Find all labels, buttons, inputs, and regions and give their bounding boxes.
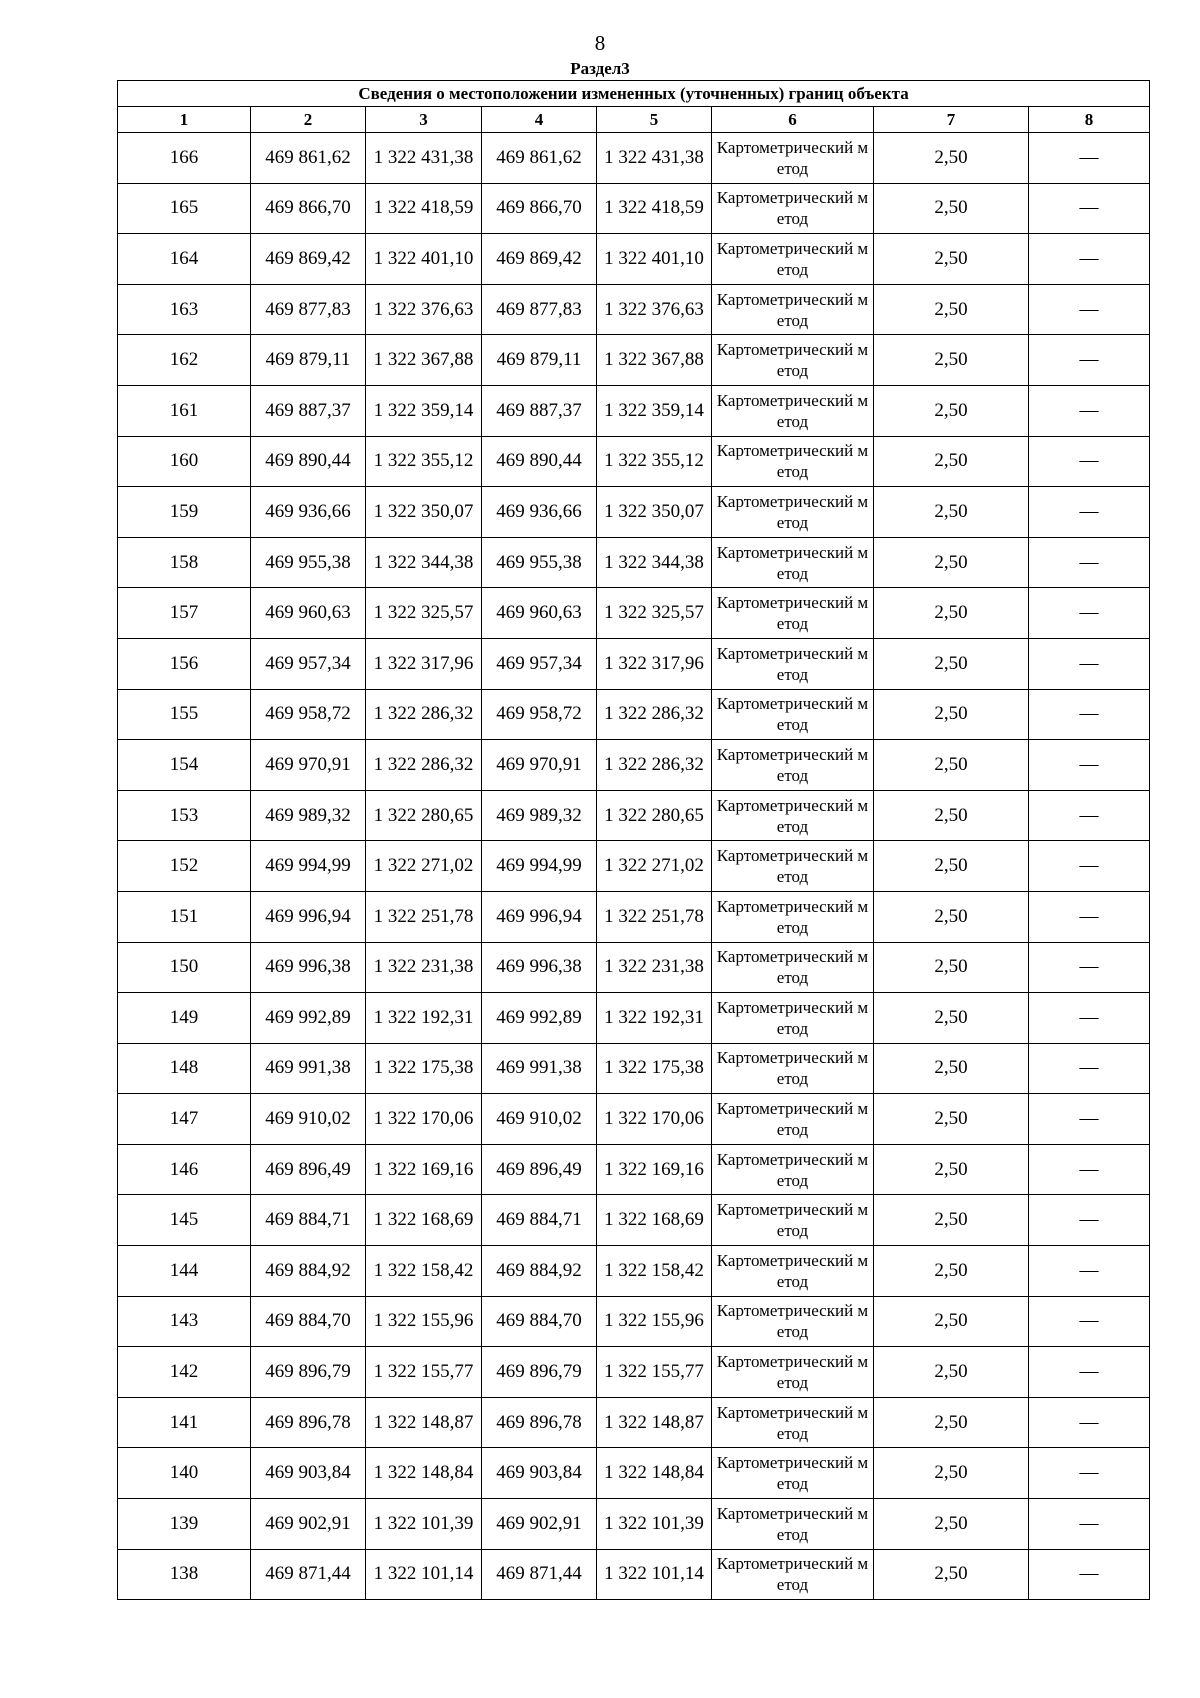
method-cell: Картометрический метод bbox=[712, 133, 874, 184]
point-number-cell: 160 bbox=[118, 436, 251, 487]
note-cell: — bbox=[1029, 841, 1150, 892]
point-number-cell: 144 bbox=[118, 1246, 251, 1297]
note-cell: — bbox=[1029, 993, 1150, 1044]
note-cell: — bbox=[1029, 689, 1150, 740]
existing-x-cell: 469 890,44 bbox=[251, 436, 366, 487]
accuracy-cell: 2,50 bbox=[874, 1296, 1029, 1347]
column-number-7: 7 bbox=[874, 107, 1029, 133]
table-row bbox=[118, 993, 1150, 1044]
accuracy-cell: 2,50 bbox=[874, 133, 1029, 184]
method-cell: Картометрический метод bbox=[712, 436, 874, 487]
refined-y-cell: 1 322 192,31 bbox=[597, 993, 712, 1044]
table-row bbox=[118, 1296, 1150, 1347]
note-cell: — bbox=[1029, 1094, 1150, 1145]
note-cell: — bbox=[1029, 891, 1150, 942]
existing-y-cell: 1 322 286,32 bbox=[366, 740, 482, 791]
point-number-cell: 138 bbox=[118, 1549, 251, 1600]
refined-y-cell: 1 322 158,42 bbox=[597, 1246, 712, 1297]
existing-y-cell: 1 322 170,06 bbox=[366, 1094, 482, 1145]
method-cell: Картометрический метод bbox=[712, 1246, 874, 1297]
method-cell: Картометрический метод bbox=[712, 588, 874, 639]
existing-y-cell: 1 322 155,77 bbox=[366, 1347, 482, 1398]
existing-y-cell: 1 322 168,69 bbox=[366, 1195, 482, 1246]
existing-y-cell: 1 322 251,78 bbox=[366, 891, 482, 942]
point-number-cell: 148 bbox=[118, 1043, 251, 1094]
table-caption: Сведения о местоположении измененных (уточненных) границ объекта bbox=[118, 81, 1150, 107]
note-cell: — bbox=[1029, 1347, 1150, 1398]
table-row bbox=[118, 284, 1150, 335]
point-number-cell: 149 bbox=[118, 993, 251, 1044]
method-cell: Картометрический метод bbox=[712, 1043, 874, 1094]
method-cell: Картометрический метод bbox=[712, 1397, 874, 1448]
column-number-8: 8 bbox=[1029, 107, 1150, 133]
refined-y-cell: 1 322 325,57 bbox=[597, 588, 712, 639]
point-number-cell: 164 bbox=[118, 234, 251, 285]
existing-x-cell: 469 955,38 bbox=[251, 537, 366, 588]
column-number-1: 1 bbox=[118, 107, 251, 133]
section-title: Раздел3 bbox=[570, 59, 630, 78]
refined-x-cell: 469 903,84 bbox=[482, 1448, 597, 1499]
method-cell: Картометрический метод bbox=[712, 1549, 874, 1600]
note-cell: — bbox=[1029, 183, 1150, 234]
point-number-cell: 142 bbox=[118, 1347, 251, 1398]
existing-x-cell: 469 887,37 bbox=[251, 385, 366, 436]
refined-y-cell: 1 322 175,38 bbox=[597, 1043, 712, 1094]
note-cell: — bbox=[1029, 1195, 1150, 1246]
refined-x-cell: 469 991,38 bbox=[482, 1043, 597, 1094]
existing-x-cell: 469 960,63 bbox=[251, 588, 366, 639]
refined-x-cell: 469 884,92 bbox=[482, 1246, 597, 1297]
refined-x-cell: 469 970,91 bbox=[482, 740, 597, 791]
table-row bbox=[118, 1195, 1150, 1246]
note-cell: — bbox=[1029, 1144, 1150, 1195]
existing-x-cell: 469 861,62 bbox=[251, 133, 366, 184]
table-row bbox=[118, 385, 1150, 436]
refined-x-cell: 469 890,44 bbox=[482, 436, 597, 487]
table-row bbox=[118, 183, 1150, 234]
column-number-3: 3 bbox=[366, 107, 482, 133]
table-row bbox=[118, 1448, 1150, 1499]
existing-y-cell: 1 322 355,12 bbox=[366, 436, 482, 487]
method-cell: Картометрический метод bbox=[712, 234, 874, 285]
refined-y-cell: 1 322 251,78 bbox=[597, 891, 712, 942]
refined-y-cell: 1 322 431,38 bbox=[597, 133, 712, 184]
note-cell: — bbox=[1029, 1043, 1150, 1094]
method-cell: Картометрический метод bbox=[712, 1094, 874, 1145]
refined-y-cell: 1 322 170,06 bbox=[597, 1094, 712, 1145]
refined-x-cell: 469 994,99 bbox=[482, 841, 597, 892]
accuracy-cell: 2,50 bbox=[874, 1397, 1029, 1448]
existing-y-cell: 1 322 418,59 bbox=[366, 183, 482, 234]
existing-x-cell: 469 896,78 bbox=[251, 1397, 366, 1448]
column-number-2: 2 bbox=[251, 107, 366, 133]
refined-y-cell: 1 322 148,84 bbox=[597, 1448, 712, 1499]
note-cell: — bbox=[1029, 1397, 1150, 1448]
refined-x-cell: 469 877,83 bbox=[482, 284, 597, 335]
refined-x-cell: 469 896,79 bbox=[482, 1347, 597, 1398]
point-number-cell: 153 bbox=[118, 790, 251, 841]
refined-x-cell: 469 887,37 bbox=[482, 385, 597, 436]
note-cell: — bbox=[1029, 537, 1150, 588]
accuracy-cell: 2,50 bbox=[874, 689, 1029, 740]
refined-x-cell: 469 958,72 bbox=[482, 689, 597, 740]
refined-y-cell: 1 322 168,69 bbox=[597, 1195, 712, 1246]
existing-x-cell: 469 903,84 bbox=[251, 1448, 366, 1499]
accuracy-cell: 2,50 bbox=[874, 588, 1029, 639]
existing-x-cell: 469 970,91 bbox=[251, 740, 366, 791]
refined-x-cell: 469 992,89 bbox=[482, 993, 597, 1044]
point-number-cell: 150 bbox=[118, 942, 251, 993]
point-number-cell: 155 bbox=[118, 689, 251, 740]
existing-x-cell: 469 884,70 bbox=[251, 1296, 366, 1347]
note-cell: — bbox=[1029, 385, 1150, 436]
refined-y-cell: 1 322 148,87 bbox=[597, 1397, 712, 1448]
point-number-cell: 139 bbox=[118, 1499, 251, 1550]
table-row bbox=[118, 1094, 1150, 1145]
table-row bbox=[118, 1144, 1150, 1195]
refined-x-cell: 469 884,70 bbox=[482, 1296, 597, 1347]
existing-x-cell: 469 991,38 bbox=[251, 1043, 366, 1094]
refined-y-cell: 1 322 155,77 bbox=[597, 1347, 712, 1398]
point-number-cell: 161 bbox=[118, 385, 251, 436]
refined-y-cell: 1 322 101,39 bbox=[597, 1499, 712, 1550]
table-row bbox=[118, 1043, 1150, 1094]
note-cell: — bbox=[1029, 588, 1150, 639]
accuracy-cell: 2,50 bbox=[874, 942, 1029, 993]
method-cell: Картометрический метод bbox=[712, 1499, 874, 1550]
existing-y-cell: 1 322 431,38 bbox=[366, 133, 482, 184]
point-number-cell: 162 bbox=[118, 335, 251, 386]
existing-x-cell: 469 869,42 bbox=[251, 234, 366, 285]
existing-x-cell: 469 884,92 bbox=[251, 1246, 366, 1297]
note-cell: — bbox=[1029, 1549, 1150, 1600]
note-cell: — bbox=[1029, 1296, 1150, 1347]
accuracy-cell: 2,50 bbox=[874, 790, 1029, 841]
refined-y-cell: 1 322 280,65 bbox=[597, 790, 712, 841]
note-cell: — bbox=[1029, 1499, 1150, 1550]
existing-y-cell: 1 322 367,88 bbox=[366, 335, 482, 386]
note-cell: — bbox=[1029, 638, 1150, 689]
existing-y-cell: 1 322 401,10 bbox=[366, 234, 482, 285]
accuracy-cell: 2,50 bbox=[874, 537, 1029, 588]
refined-y-cell: 1 322 359,14 bbox=[597, 385, 712, 436]
refined-y-cell: 1 322 376,63 bbox=[597, 284, 712, 335]
accuracy-cell: 2,50 bbox=[874, 284, 1029, 335]
table-row bbox=[118, 891, 1150, 942]
table-row bbox=[118, 588, 1150, 639]
table-row bbox=[118, 1499, 1150, 1550]
accuracy-cell: 2,50 bbox=[874, 1549, 1029, 1600]
refined-x-cell: 469 910,02 bbox=[482, 1094, 597, 1145]
method-cell: Картометрический метод bbox=[712, 638, 874, 689]
existing-y-cell: 1 322 101,39 bbox=[366, 1499, 482, 1550]
point-number-cell: 159 bbox=[118, 487, 251, 538]
note-cell: — bbox=[1029, 1246, 1150, 1297]
refined-x-cell: 469 884,71 bbox=[482, 1195, 597, 1246]
refined-y-cell: 1 322 350,07 bbox=[597, 487, 712, 538]
existing-y-cell: 1 322 148,87 bbox=[366, 1397, 482, 1448]
existing-x-cell: 469 936,66 bbox=[251, 487, 366, 538]
note-cell: — bbox=[1029, 942, 1150, 993]
existing-y-cell: 1 322 101,14 bbox=[366, 1549, 482, 1600]
page-number: 8 bbox=[594, 31, 606, 55]
point-number-cell: 156 bbox=[118, 638, 251, 689]
existing-y-cell: 1 322 175,38 bbox=[366, 1043, 482, 1094]
point-number-cell: 145 bbox=[118, 1195, 251, 1246]
accuracy-cell: 2,50 bbox=[874, 1347, 1029, 1398]
point-number-cell: 146 bbox=[118, 1144, 251, 1195]
existing-x-cell: 469 884,71 bbox=[251, 1195, 366, 1246]
table-row bbox=[118, 487, 1150, 538]
accuracy-cell: 2,50 bbox=[874, 1448, 1029, 1499]
method-cell: Картометрический метод bbox=[712, 942, 874, 993]
existing-y-cell: 1 322 280,65 bbox=[366, 790, 482, 841]
point-number-cell: 140 bbox=[118, 1448, 251, 1499]
table-row bbox=[118, 1347, 1150, 1398]
note-cell: — bbox=[1029, 740, 1150, 791]
existing-y-cell: 1 322 359,14 bbox=[366, 385, 482, 436]
existing-x-cell: 469 994,99 bbox=[251, 841, 366, 892]
refined-y-cell: 1 322 231,38 bbox=[597, 942, 712, 993]
refined-y-cell: 1 322 101,14 bbox=[597, 1549, 712, 1600]
existing-x-cell: 469 996,38 bbox=[251, 942, 366, 993]
refined-x-cell: 469 955,38 bbox=[482, 537, 597, 588]
refined-x-cell: 469 902,91 bbox=[482, 1499, 597, 1550]
existing-y-cell: 1 322 192,31 bbox=[366, 993, 482, 1044]
existing-x-cell: 469 896,49 bbox=[251, 1144, 366, 1195]
refined-x-cell: 469 861,62 bbox=[482, 133, 597, 184]
table-row bbox=[118, 638, 1150, 689]
accuracy-cell: 2,50 bbox=[874, 993, 1029, 1044]
existing-y-cell: 1 322 376,63 bbox=[366, 284, 482, 335]
existing-x-cell: 469 992,89 bbox=[251, 993, 366, 1044]
existing-y-cell: 1 322 158,42 bbox=[366, 1246, 482, 1297]
accuracy-cell: 2,50 bbox=[874, 234, 1029, 285]
method-cell: Картометрический метод bbox=[712, 537, 874, 588]
accuracy-cell: 2,50 bbox=[874, 1144, 1029, 1195]
existing-x-cell: 469 910,02 bbox=[251, 1094, 366, 1145]
refined-x-cell: 469 960,63 bbox=[482, 588, 597, 639]
point-number-cell: 165 bbox=[118, 183, 251, 234]
method-cell: Картометрический метод bbox=[712, 891, 874, 942]
point-number-cell: 154 bbox=[118, 740, 251, 791]
existing-y-cell: 1 322 155,96 bbox=[366, 1296, 482, 1347]
method-cell: Картометрический метод bbox=[712, 385, 874, 436]
table-row bbox=[118, 1246, 1150, 1297]
point-number-cell: 157 bbox=[118, 588, 251, 639]
refined-x-cell: 469 879,11 bbox=[482, 335, 597, 386]
refined-y-cell: 1 322 286,32 bbox=[597, 740, 712, 791]
method-cell: Картометрический метод bbox=[712, 1195, 874, 1246]
existing-x-cell: 469 866,70 bbox=[251, 183, 366, 234]
column-number-4: 4 bbox=[482, 107, 597, 133]
existing-x-cell: 469 879,11 bbox=[251, 335, 366, 386]
refined-x-cell: 469 996,38 bbox=[482, 942, 597, 993]
refined-x-cell: 469 896,78 bbox=[482, 1397, 597, 1448]
refined-y-cell: 1 322 155,96 bbox=[597, 1296, 712, 1347]
table-row bbox=[118, 133, 1150, 184]
point-number-cell: 141 bbox=[118, 1397, 251, 1448]
accuracy-cell: 2,50 bbox=[874, 487, 1029, 538]
method-cell: Картометрический метод bbox=[712, 183, 874, 234]
table-row bbox=[118, 436, 1150, 487]
existing-x-cell: 469 989,32 bbox=[251, 790, 366, 841]
refined-x-cell: 469 989,32 bbox=[482, 790, 597, 841]
accuracy-cell: 2,50 bbox=[874, 740, 1029, 791]
table-row bbox=[118, 841, 1150, 892]
accuracy-cell: 2,50 bbox=[874, 335, 1029, 386]
accuracy-cell: 2,50 bbox=[874, 1195, 1029, 1246]
existing-x-cell: 469 877,83 bbox=[251, 284, 366, 335]
method-cell: Картометрический метод bbox=[712, 1448, 874, 1499]
refined-x-cell: 469 896,49 bbox=[482, 1144, 597, 1195]
column-number-5: 5 bbox=[597, 107, 712, 133]
accuracy-cell: 2,50 bbox=[874, 841, 1029, 892]
note-cell: — bbox=[1029, 487, 1150, 538]
accuracy-cell: 2,50 bbox=[874, 891, 1029, 942]
refined-x-cell: 469 866,70 bbox=[482, 183, 597, 234]
method-cell: Картометрический метод bbox=[712, 993, 874, 1044]
refined-y-cell: 1 322 401,10 bbox=[597, 234, 712, 285]
table-row bbox=[118, 942, 1150, 993]
method-cell: Картометрический метод bbox=[712, 689, 874, 740]
note-cell: — bbox=[1029, 133, 1150, 184]
method-cell: Картометрический метод bbox=[712, 284, 874, 335]
method-cell: Картометрический метод bbox=[712, 790, 874, 841]
note-cell: — bbox=[1029, 234, 1150, 285]
existing-x-cell: 469 957,34 bbox=[251, 638, 366, 689]
existing-y-cell: 1 322 350,07 bbox=[366, 487, 482, 538]
accuracy-cell: 2,50 bbox=[874, 436, 1029, 487]
point-number-cell: 166 bbox=[118, 133, 251, 184]
method-cell: Картометрический метод bbox=[712, 841, 874, 892]
method-cell: Картометрический метод bbox=[712, 487, 874, 538]
column-number-6: 6 bbox=[712, 107, 874, 133]
note-cell: — bbox=[1029, 335, 1150, 386]
point-number-cell: 143 bbox=[118, 1296, 251, 1347]
table-row bbox=[118, 537, 1150, 588]
table-row bbox=[118, 1549, 1150, 1600]
refined-y-cell: 1 322 286,32 bbox=[597, 689, 712, 740]
accuracy-cell: 2,50 bbox=[874, 385, 1029, 436]
method-cell: Картометрический метод bbox=[712, 1347, 874, 1398]
existing-y-cell: 1 322 271,02 bbox=[366, 841, 482, 892]
existing-y-cell: 1 322 169,16 bbox=[366, 1144, 482, 1195]
point-number-cell: 158 bbox=[118, 537, 251, 588]
existing-y-cell: 1 322 231,38 bbox=[366, 942, 482, 993]
existing-x-cell: 469 902,91 bbox=[251, 1499, 366, 1550]
refined-y-cell: 1 322 418,59 bbox=[597, 183, 712, 234]
existing-y-cell: 1 322 286,32 bbox=[366, 689, 482, 740]
refined-x-cell: 469 936,66 bbox=[482, 487, 597, 538]
existing-x-cell: 469 996,94 bbox=[251, 891, 366, 942]
method-cell: Картометрический метод bbox=[712, 335, 874, 386]
refined-y-cell: 1 322 367,88 bbox=[597, 335, 712, 386]
table-row bbox=[118, 790, 1150, 841]
point-number-cell: 152 bbox=[118, 841, 251, 892]
refined-x-cell: 469 871,44 bbox=[482, 1549, 597, 1600]
method-cell: Картометрический метод bbox=[712, 1144, 874, 1195]
existing-y-cell: 1 322 317,96 bbox=[366, 638, 482, 689]
existing-y-cell: 1 322 325,57 bbox=[366, 588, 482, 639]
existing-y-cell: 1 322 344,38 bbox=[366, 537, 482, 588]
point-number-cell: 163 bbox=[118, 284, 251, 335]
refined-x-cell: 469 869,42 bbox=[482, 234, 597, 285]
point-number-cell: 151 bbox=[118, 891, 251, 942]
table-row bbox=[118, 234, 1150, 285]
accuracy-cell: 2,50 bbox=[874, 183, 1029, 234]
existing-x-cell: 469 958,72 bbox=[251, 689, 366, 740]
refined-y-cell: 1 322 271,02 bbox=[597, 841, 712, 892]
refined-y-cell: 1 322 169,16 bbox=[597, 1144, 712, 1195]
accuracy-cell: 2,50 bbox=[874, 1094, 1029, 1145]
note-cell: — bbox=[1029, 1448, 1150, 1499]
table-body bbox=[118, 133, 1150, 1600]
method-cell: Картометрический метод bbox=[712, 1296, 874, 1347]
refined-y-cell: 1 322 317,96 bbox=[597, 638, 712, 689]
accuracy-cell: 2,50 bbox=[874, 1499, 1029, 1550]
note-cell: — bbox=[1029, 436, 1150, 487]
refined-x-cell: 469 957,34 bbox=[482, 638, 597, 689]
point-number-cell: 147 bbox=[118, 1094, 251, 1145]
table-row bbox=[118, 740, 1150, 791]
refined-x-cell: 469 996,94 bbox=[482, 891, 597, 942]
coordinates-table bbox=[117, 80, 1150, 1600]
existing-x-cell: 469 896,79 bbox=[251, 1347, 366, 1398]
existing-x-cell: 469 871,44 bbox=[251, 1549, 366, 1600]
existing-y-cell: 1 322 148,84 bbox=[366, 1448, 482, 1499]
note-cell: — bbox=[1029, 790, 1150, 841]
accuracy-cell: 2,50 bbox=[874, 1043, 1029, 1094]
refined-y-cell: 1 322 355,12 bbox=[597, 436, 712, 487]
method-cell: Картометрический метод bbox=[712, 740, 874, 791]
note-cell: — bbox=[1029, 284, 1150, 335]
table-row bbox=[118, 1397, 1150, 1448]
table-row bbox=[118, 689, 1150, 740]
table-row bbox=[118, 335, 1150, 386]
accuracy-cell: 2,50 bbox=[874, 638, 1029, 689]
accuracy-cell: 2,50 bbox=[874, 1246, 1029, 1297]
refined-y-cell: 1 322 344,38 bbox=[597, 537, 712, 588]
